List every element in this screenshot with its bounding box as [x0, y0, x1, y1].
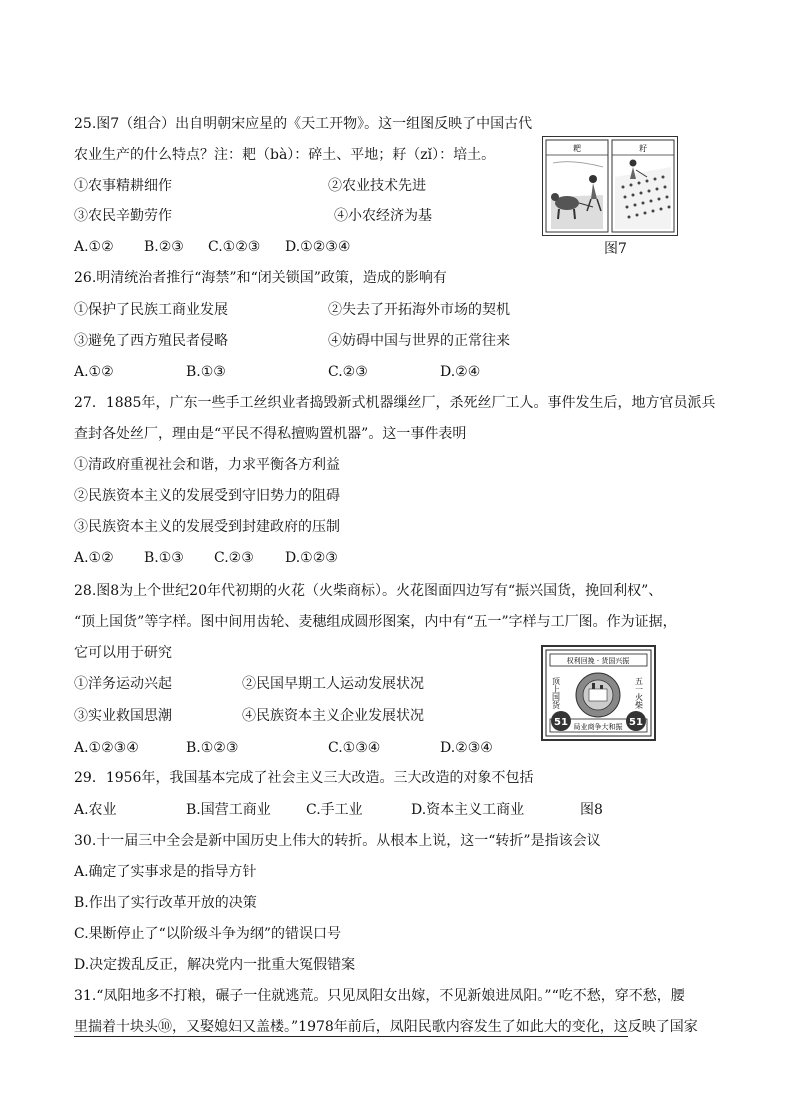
q28-answer-a: A.①②③④ — [74, 740, 139, 756]
q27-stem-line1: 27．1885年，广东一些手工丝织业者捣毁新式机器缫丝厂，杀死丝厂工人。事件发生后，地方官员派兵 — [74, 395, 716, 411]
q31-stem-line1: 31.“凤阳地多不打粮，碾子一住就逃荒。只见凤阳女出嫁，不见新娘进凤阳。”“吃不愁，穿不愁，腰 — [74, 988, 685, 1004]
q28-option-1: ①洋务运动兴起 — [74, 676, 172, 692]
q28-option-2: ②民国早期工人运动发展状况 — [242, 676, 424, 692]
q25-answer-b: B.②③ — [144, 239, 184, 255]
figure-8-illustration — [543, 647, 654, 739]
q30-option-d: D.决定拨乱反正，解决党内一批重大冤假错案 — [74, 957, 356, 973]
figure-8-left-label: 顶上国货 — [551, 677, 561, 709]
q25-answer-d: D.①②③④ — [285, 239, 351, 255]
q29-answer-a: A.农业 — [74, 802, 117, 818]
q25-option-3: ③农民辛勤劳作 — [74, 208, 172, 224]
figure-8-badge-left: 51 — [554, 717, 568, 728]
figure-8-bottom-label: 局业商争大和振 — [573, 723, 623, 731]
q30-option-c: C.果断停止了“以阶级斗争为纲”的错误口号 — [74, 926, 341, 942]
figure-8 — [541, 645, 656, 741]
figure-8-right-label: 五一火柴 — [634, 677, 644, 709]
q26-option-1: ①保护了民族工商业发展 — [74, 302, 228, 318]
q26-answer-a: A.①② — [74, 364, 114, 380]
q25-option-2: ②农业技术先进 — [328, 178, 426, 194]
q30-option-b: B.作出了实行改革开放的决策 — [74, 895, 257, 911]
q28-stem-line3: 它可以用于研究 — [74, 645, 172, 661]
q28-stem-line2: “顶上国货”等字样。图中间用齿轮、麦穗组成圆形图案，内中有“五一”字样与工厂图。作为证据， — [74, 614, 677, 630]
q27-option-3: ③民族资本主义的发展受到封建政府的压制 — [74, 519, 340, 535]
q26-answer-d: D.②④ — [440, 364, 481, 380]
figure-7 — [542, 136, 678, 236]
q28-answer-d: D.②③④ — [440, 740, 493, 756]
q28-answer-c: C.①③④ — [328, 740, 381, 756]
q27-stem-line2: 查封各处丝厂，理由是“平民不得私擅购置机器”。这一事件表明 — [74, 426, 467, 442]
q26-option-2: ②失去了开拓海外市场的契机 — [328, 302, 510, 318]
q25-option-4: ④小农经济为基 — [334, 208, 432, 224]
q29-stem: 29．1956年，我国基本完成了社会主义三大改造。三大改造的对象不包括 — [74, 770, 534, 786]
q25-stem-line1: 25.图7（组合）出自明朝宋应星的《天工开物》。这一组图反映了中国古代 — [74, 116, 533, 132]
figure-7-caption: 图7 — [604, 241, 627, 257]
q27-option-2: ②民族资本主义的发展受到守旧势力的阻碍 — [74, 488, 340, 504]
figure-8-caption: 图8 — [580, 802, 603, 818]
footnote-rule — [74, 1036, 628, 1037]
q27-answer-a: A.①② — [74, 550, 114, 566]
q28-option-3: ③实业救国思潮 — [74, 708, 172, 724]
q26-option-3: ③避免了西方殖民者侵略 — [74, 333, 228, 349]
q25-answer-c: C.①②③ — [208, 239, 261, 255]
q26-answer-c: C.②③ — [328, 364, 368, 380]
q27-answer-b: B.①③ — [144, 550, 184, 566]
q25-answer-a: A.①② — [74, 239, 114, 255]
figure-7-illustration — [543, 137, 677, 235]
q26-stem: 26.明清统治者推行“海禁”和“闭关锁国”政策，造成的影响有 — [74, 270, 447, 286]
q29-answer-c: C.手工业 — [306, 802, 363, 818]
q26-answer-b: B.①③ — [186, 364, 226, 380]
q28-answer-b: B.①②③ — [186, 740, 239, 756]
q31-stem-line2: 里揣着十块头⑩，又娶媳妇又盖楼。”1978年前后，凤阳民歌内容发生了如此大的变化，这反映了国家 — [74, 1019, 698, 1035]
q29-answer-d: D.资本主义工商业 — [411, 802, 525, 818]
q27-option-1: ①清政府重视社会和谐，力求平衡各方利益 — [74, 457, 340, 473]
q28-stem-line1: 28.图8为上个世纪20年代初期的火花（火柴商标）。火花图面四边写有“振兴国货，挽回利权”、 — [74, 583, 663, 599]
figure-7-left-title: 耙 — [573, 144, 581, 153]
q27-answer-d: D.①②③ — [285, 550, 338, 566]
q26-option-4: ④妨碍中国与世界的正常往来 — [328, 333, 510, 349]
q29-answer-b: B.国营工商业 — [186, 802, 271, 818]
q27-answer-c: C.②③ — [214, 550, 254, 566]
figure-8-top-label: 权利回挽 · 货国兴振 — [566, 657, 630, 665]
figure-8-badge-right: 51 — [629, 717, 643, 728]
q28-option-4: ④民族资本主义企业发展状况 — [242, 708, 424, 724]
figure-7-right-title: 耔 — [639, 144, 647, 153]
q30-option-a: A.确定了实事求是的指导方针 — [74, 864, 257, 880]
q25-option-1: ①农事精耕细作 — [74, 178, 172, 194]
q25-stem-line2: 农业生产的什么特点？注：耙（bà）：碎土、平地；耔（zǐ）：培土。 — [74, 147, 496, 163]
q30-stem: 30.十一届三中全会是新中国历史上伟大的转折。从根本上说，这一“转折”是指该会议 — [74, 833, 601, 849]
